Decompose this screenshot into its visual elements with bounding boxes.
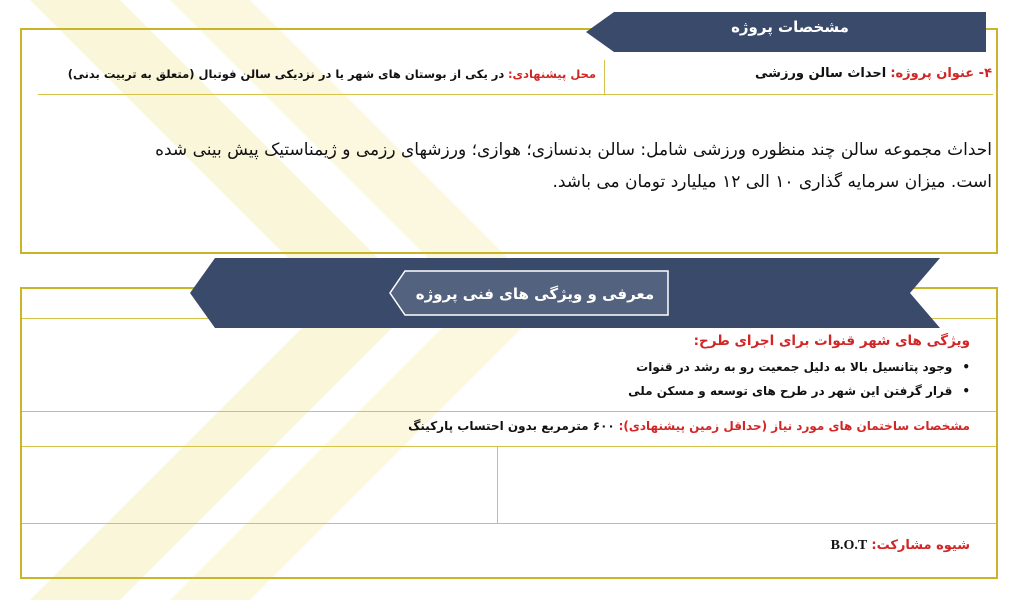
features-heading: ویژگی های شهر قنوات برای اجرای طرح: xyxy=(693,333,970,349)
participation-value: B.O.T xyxy=(830,538,868,553)
building-specs-value: ۶۰۰ مترمربع بدون احتساب پارکینگ xyxy=(408,419,615,433)
project-title-label: ۴- عنوان پروژه: xyxy=(890,66,992,81)
location-row xyxy=(40,67,596,81)
bullet-dot: • xyxy=(962,384,970,398)
project-title-value: احداث سالن ورزشی xyxy=(755,66,887,81)
building-specs-row xyxy=(380,419,970,433)
row-divider xyxy=(22,446,996,447)
participation-label: شیوه مشارکت: xyxy=(871,538,970,553)
feature-bullet xyxy=(400,360,970,374)
location-label: محل پیشنهادی: xyxy=(507,67,596,81)
location-value: در یکی از بوستان های شهر یا در نزدیکی سالن فوتبال (متعلق به تربیت بدنی) xyxy=(67,67,505,81)
project-title-row xyxy=(610,66,992,81)
project-description-line-1: احداث مجموعه سالن چند منظوره ورزشی شامل: سالن بدنسازی؛ هوازی؛ ورزشهای رزمی و ژیمناستیک پیش بینی شده xyxy=(155,140,992,160)
row-divider xyxy=(22,523,996,524)
technical-features-frame xyxy=(20,287,998,579)
feature-bullet xyxy=(400,384,970,398)
row-divider xyxy=(22,411,996,412)
cell-divider xyxy=(497,446,498,523)
bullet-text: قرار گرفتن این شهر در طرح های توسعه و مسکن ملی xyxy=(628,384,953,398)
building-specs-label: مشخصات ساختمان های مورد نیاز (حداقل زمین پیشنهادی): xyxy=(618,419,970,433)
technical-features-title: معرفی و ویژگی های فنی پروژه xyxy=(415,285,655,303)
project-specs-title: مشخصات پروژه xyxy=(731,18,849,36)
row-divider xyxy=(38,94,993,95)
participation-row xyxy=(700,538,970,554)
bullet-dot: • xyxy=(962,360,970,374)
bullet-text: وجود پتانسیل بالا به دلیل جمعیت رو به رشد در قنوات xyxy=(636,360,953,374)
cell-divider xyxy=(604,60,605,94)
project-description-line-2: است. میزان سرمایه گذاری ۱۰ الی ۱۲ میلیارد تومان می باشد. xyxy=(552,172,992,192)
